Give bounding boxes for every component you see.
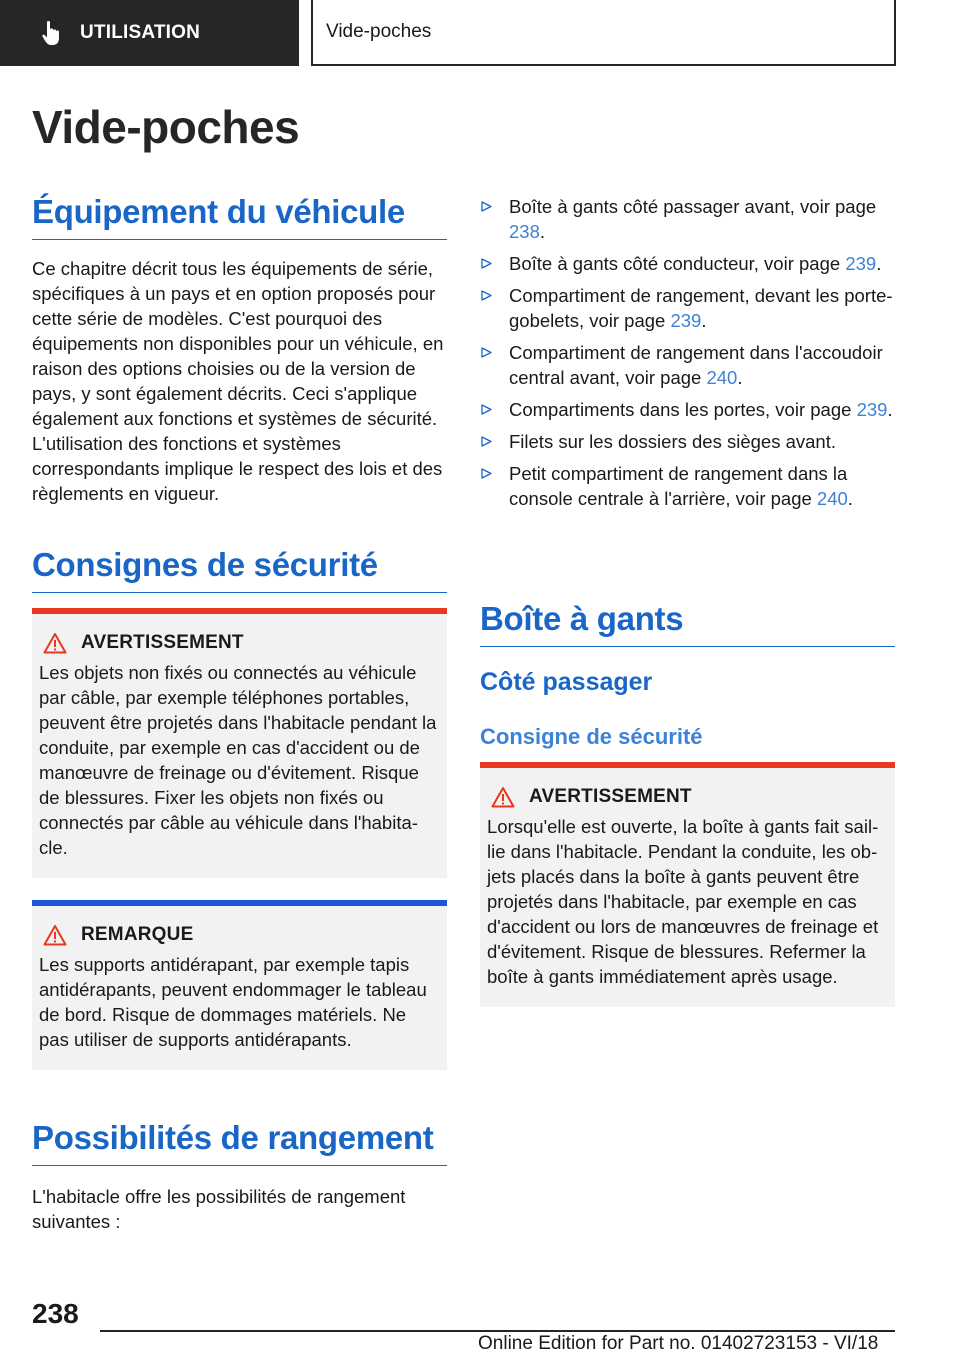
storage-list [480,194,895,518]
list-item: Petit compartiment de rangement dans la console centrale à l'arrière, voir page 240. [480,461,895,511]
triangle-bullet-icon [481,347,492,358]
list-item: Boîte à gants côté passager avant, voir page 238. [480,194,895,244]
list-item-text: Compartiment de rangement, devant les porte-gobelets, voir page [509,285,893,331]
list-item: Boîte à gants côté conducteur, voir page 239. [480,251,895,276]
section-tab-label: UTILISATION [80,22,201,43]
list-item [480,429,895,454]
page-link[interactable]: 239 [845,253,877,274]
triangle-bullet-icon [481,201,492,212]
notice-text: Les supports antidérapant, par exemple tapis antidérapants, peuvent endommager le tableau de bord. Risque de dommages matériels. Ne pas utiliser de supports antidérapants. [39,954,427,1050]
triangle-bullet-icon [481,404,492,415]
heading-passenger-side: Côté passager [480,668,653,696]
warning-label: AVERTISSEMENT [81,632,244,653]
warning-text: Les objets non fixés ou connectés au véhicule par câble, par exemple téléphones portables, peuvent être projetés dans l'habitacle pendant la conduite, par exemple en cas d'accident ou de manœuvre de freinage ou d'évitement. Risque de blessures. Fixer les objets non fixés ou connectés par câble au véhicule dans l'habitacle. [39,662,437,858]
list-item: Compartiments dans les portes, voir page 239. [480,397,895,422]
page-link[interactable]: 238 [509,221,540,242]
heading-storage: Possibilités de rangement [32,1118,447,1166]
warning-box [32,608,447,878]
page-number: 238 [32,1298,79,1329]
page-title: Vide-poches [32,101,300,153]
list-item-text: Compartiments dans les portes, voir page [509,399,857,420]
footer-edition: Online Edition for Part no. 01402723153 - VI/18 [478,1333,879,1354]
list-item: Compartiment de rangement, devant les porte-gobelets, voir page 239. [480,283,895,333]
footer-divider [100,1330,895,1332]
glovebox-warning-label: AVERTISSEMENT [529,786,692,807]
notice-header [39,924,439,946]
page-tab-label: Vide-poches [326,21,432,42]
heading-glovebox: Boîte à gants [480,599,895,647]
notice-label: REMARQUE [81,924,194,945]
warning-triangle-icon [491,786,515,808]
list-item: Compartiment de rangement dans l'accoudoir central avant, voir page 240. [480,340,895,390]
hand-pointer-icon [38,18,68,48]
triangle-bullet-icon [481,468,492,479]
heading-equipment: Équipement du véhicule [32,192,447,240]
glovebox-warning-text: Lorsqu'elle est ouverte, la boîte à gants fait saillie dans l'habitacle. Pendant la conduite, les objets placés dans la boîte à gants peuvent être projetés dans l'habitacle, par exemple en cas d'accident ou lors de manœuvres de freinage et d'évitement. Risque de blessures. Refermer la boîte à gants immédiatement après usage. [487,816,879,987]
notice-box [32,900,447,1070]
page-link[interactable]: 240 [816,488,848,509]
section-tab[interactable] [0,0,299,66]
equipment-text: Ce chapitre décrit tous les équipements de série, spécifiques à un pays et en option proposés pour cette série de modèles. C'est pourquoi des équipements non disponibles pour un véhicule, en raison des options choisies ou de la version de pays, y sont également décrits. Ceci s'applique également aux fonctions et systèmes de sécurité. L'utilisation des fonctions et systèmes correspondants implique le respect des lois et des règlements en vigueur. [32,258,444,504]
storage-text: L'habitacle offre les possibilités de rangement suivantes : [32,1186,406,1232]
page-tab [311,0,896,66]
page-link[interactable]: 240 [706,367,738,388]
page-link[interactable]: 239 [856,399,888,420]
glovebox-warning-box [480,762,895,1007]
triangle-bullet-icon [481,436,492,447]
warning-header [39,632,439,654]
page-link[interactable]: 239 [670,310,702,331]
list-item-text: Filets sur les dossiers des sièges avant. [509,431,836,452]
warning-triangle-icon [43,632,67,654]
list-item-text: Compartiment de rangement dans l'accoudoir central avant, voir page [509,342,883,388]
triangle-bullet-icon [481,258,492,269]
glovebox-warning-header [487,786,887,808]
list-item-text: Petit compartiment de rangement dans la console centrale à l'arrière, voir page [509,463,848,509]
triangle-bullet-icon [481,290,492,301]
list-item-text: Boîte à gants côté conducteur, voir page [509,253,846,274]
list-item-text: Boîte à gants côté passager avant, voir page [509,196,877,217]
heading-safety: Consignes de sécurité [32,545,447,593]
warning-triangle-icon [43,924,67,946]
heading-safety-note: Consigne de sécurité [480,724,703,749]
